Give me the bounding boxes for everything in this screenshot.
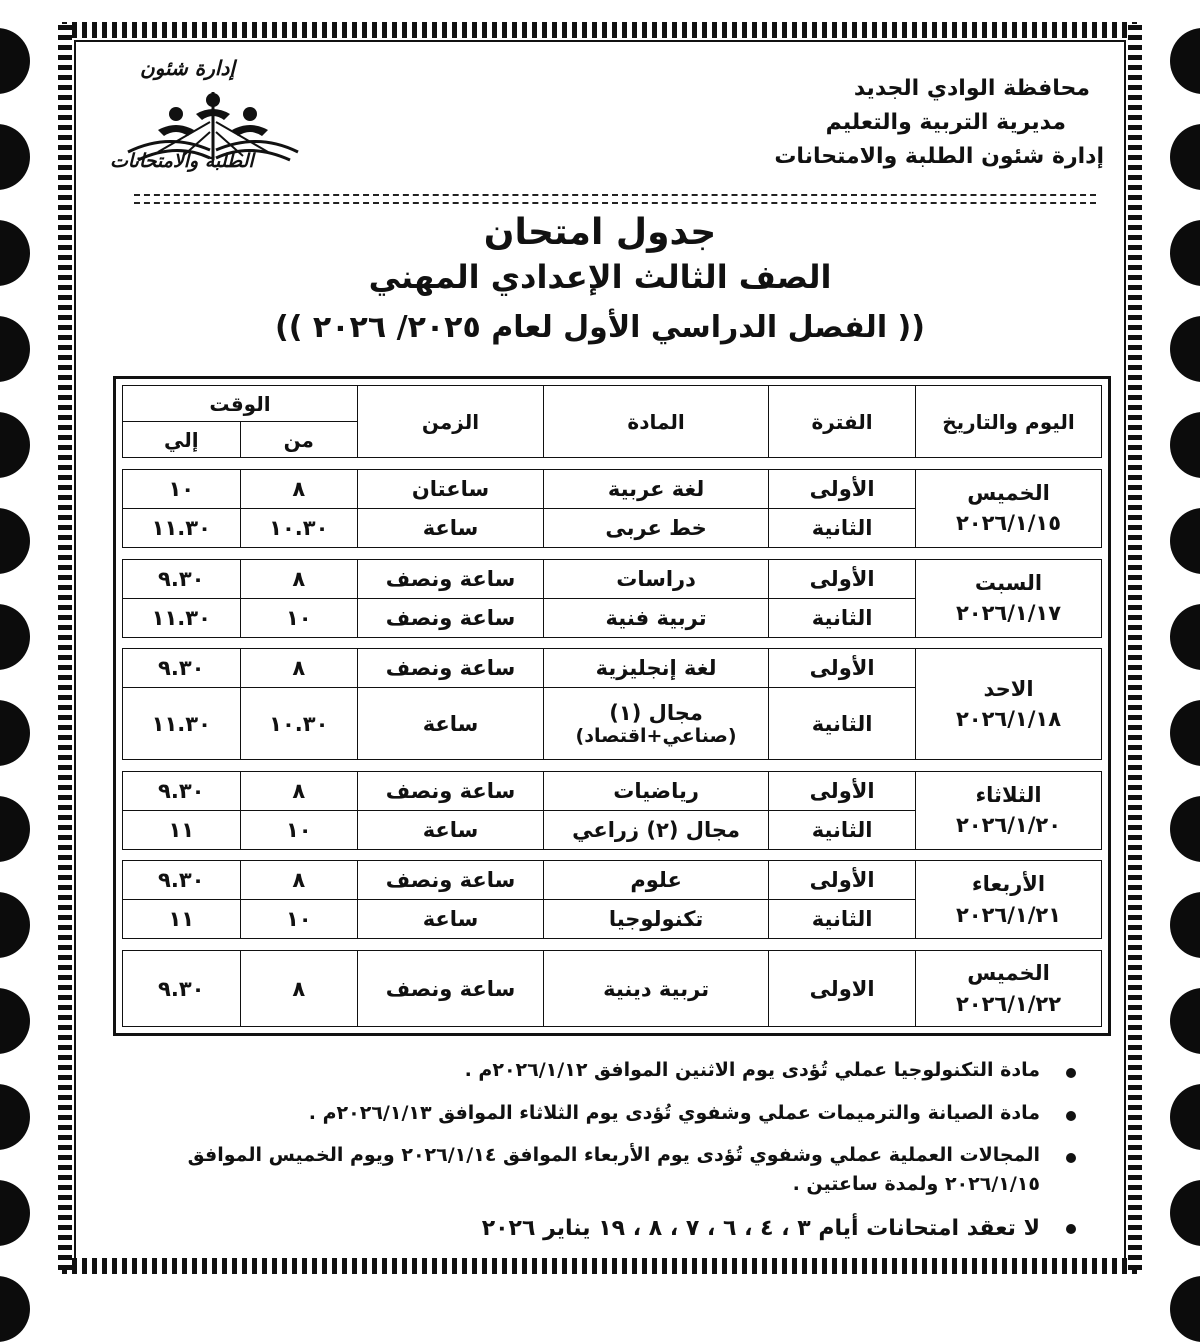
day-date: ٢٠٢٦/١/١٥ <box>955 511 1062 536</box>
perforation-hole <box>0 1084 30 1150</box>
right-perforated-edge <box>1154 0 1200 1282</box>
perforation-hole <box>1170 604 1200 670</box>
header-from: من <box>240 422 357 458</box>
header-time: الوقت <box>123 386 358 422</box>
to-time-cell: ٩.٣٠ <box>123 771 241 810</box>
header-divider <box>134 194 1096 196</box>
perforation-hole <box>0 892 30 958</box>
perforation-hole <box>1170 700 1200 766</box>
day-name: الخميس <box>967 961 1050 986</box>
subject-name: رياضيات <box>613 778 699 803</box>
perforation-hole <box>0 412 30 478</box>
logo-text-top: إدارة شئون <box>140 56 235 80</box>
to-time-cell: ١٠ <box>123 469 241 508</box>
perforation-hole <box>1170 412 1200 478</box>
from-time-cell: ١٠ <box>240 810 357 849</box>
day-cell <box>916 469 1102 547</box>
subject-cell <box>544 900 769 939</box>
page-title: جدول امتحان <box>483 212 717 253</box>
table-row <box>123 649 1102 688</box>
header-period: الفترة <box>769 386 916 458</box>
to-time-cell: ٩.٣٠ <box>123 951 241 1027</box>
subject-cell <box>544 508 769 547</box>
frame-right-border <box>1128 24 1142 1270</box>
exam-schedule-table <box>113 376 1111 1036</box>
separator-cell <box>123 458 1102 470</box>
perforation-hole <box>0 28 30 94</box>
day-cell <box>916 771 1102 849</box>
subject-cell <box>544 810 769 849</box>
separator-cell <box>123 547 1102 559</box>
from-time-cell: ٨ <box>240 559 357 598</box>
to-time-cell: ٩.٣٠ <box>123 559 241 598</box>
period-cell: الأولى <box>769 649 916 688</box>
perforation-hole <box>0 796 30 862</box>
day-date: ٢٠٢٦/١/٢٠ <box>955 813 1062 838</box>
frame-bottom-border <box>62 1258 1140 1274</box>
governorate-name: محافظة الوادي الجديد <box>853 76 1090 101</box>
duration-cell: ساعة <box>358 508 544 547</box>
directorate-name: مديرية التربية والتعليم <box>825 110 1066 136</box>
perforation-hole <box>1170 124 1200 190</box>
subject-name: خط عربى <box>605 515 707 540</box>
perforation-hole <box>1170 1084 1200 1150</box>
period-cell: الثانية <box>769 688 916 759</box>
period-cell: الأولى <box>769 861 916 900</box>
subject-name: تربية دينية <box>603 976 710 1001</box>
logo-text-bottom: الطلبة والامتحانات <box>110 150 254 172</box>
duration-cell: ساعة ونصف <box>358 649 544 688</box>
to-time-cell: ١١ <box>123 810 241 849</box>
note-text: لا تعقد امتحانات أيام ٣ ، ٤ ، ٦ ، ٧ ، ٨ ، ١٩ يناير ٢٠٢٦ <box>481 1216 1040 1241</box>
table-row <box>123 559 1102 598</box>
perforation-hole <box>0 1180 30 1246</box>
notes-list <box>110 1056 1040 1259</box>
day-cell <box>916 861 1102 939</box>
note-item <box>110 1212 1040 1245</box>
to-time-cell: ١١.٣٠ <box>123 508 241 547</box>
duration-cell: ساعة <box>358 810 544 849</box>
to-time-cell: ٩.٣٠ <box>123 649 241 688</box>
separator-cell <box>123 759 1102 771</box>
separator-cell <box>123 849 1102 861</box>
grade-title: الصف الثالث الإعدادي المهني <box>368 258 832 296</box>
period-cell: الثانية <box>769 810 916 849</box>
from-time-cell: ٨ <box>240 951 357 1027</box>
day-date: ٢٠٢٦/١/١٧ <box>955 601 1062 626</box>
bullet-icon <box>1066 1224 1076 1234</box>
from-time-cell: ١٠ <box>240 900 357 939</box>
duration-cell: ساعة ونصف <box>358 771 544 810</box>
note-item <box>110 1056 1040 1085</box>
period-cell: الأولى <box>769 771 916 810</box>
to-time-cell: ١١.٣٠ <box>123 688 241 759</box>
perforation-hole <box>1170 892 1200 958</box>
day-name: الأربعاء <box>971 872 1046 897</box>
perforation-hole <box>0 988 30 1054</box>
table-row <box>123 861 1102 900</box>
perforation-hole <box>1170 1180 1200 1246</box>
duration-cell: ساعة <box>358 688 544 759</box>
subject-name: مجال (١) <box>609 700 703 725</box>
subject-cell <box>544 649 769 688</box>
period-cell: الثانية <box>769 900 916 939</box>
subject-cell <box>544 559 769 598</box>
note-item <box>110 1141 1040 1198</box>
separator-cell <box>123 637 1102 649</box>
from-time-cell: ١٠ <box>240 598 357 637</box>
subject-cell <box>544 469 769 508</box>
group-separator <box>123 759 1102 771</box>
header-subject: المادة <box>544 386 769 458</box>
day-name: الثلاثاء <box>975 782 1042 807</box>
to-time-cell: ١١.٣٠ <box>123 598 241 637</box>
note-text: مادة الصيانة والترميمات عملي وشفوي تُؤدى يوم الثلاثاء الموافق ٢٠٢٦/١/١٣م . <box>308 1101 1040 1124</box>
frame-left-border <box>58 24 72 1270</box>
perforation-hole <box>1170 508 1200 574</box>
perforation-hole <box>1170 796 1200 862</box>
day-name: الخميس <box>967 480 1050 505</box>
table-row <box>123 771 1102 810</box>
perforation-hole <box>0 1276 30 1342</box>
subject-detail: (صناعي+اقتصاد) <box>575 724 737 747</box>
table-row <box>123 951 1102 1027</box>
header-duration: الزمن <box>358 386 544 458</box>
day-date: ٢٠٢٦/١/٢٢ <box>955 991 1062 1016</box>
day-cell <box>916 559 1102 637</box>
period-cell: الثانية <box>769 508 916 547</box>
bullet-icon <box>1066 1111 1076 1121</box>
duration-cell: ساعة ونصف <box>358 861 544 900</box>
to-time-cell: ٩.٣٠ <box>123 861 241 900</box>
group-separator <box>123 849 1102 861</box>
table-row <box>123 469 1102 508</box>
perforation-hole <box>1170 28 1200 94</box>
to-time-cell: ١١ <box>123 900 241 939</box>
header-day: اليوم والتاريخ <box>916 386 1102 458</box>
subject-name: لغة عربية <box>607 476 705 501</box>
separator-cell <box>123 939 1102 951</box>
perforation-hole <box>1170 988 1200 1054</box>
period-cell: الثانية <box>769 598 916 637</box>
perforation-hole <box>0 124 30 190</box>
subject-cell <box>544 951 769 1027</box>
group-separator <box>123 547 1102 559</box>
header-to: إلي <box>123 422 241 458</box>
subject-cell <box>544 861 769 900</box>
from-time-cell: ٨ <box>240 771 357 810</box>
subject-cell <box>544 771 769 810</box>
subject-name: تربية فنية <box>605 605 707 630</box>
subject-cell <box>544 598 769 637</box>
issuer-header <box>774 72 1104 174</box>
from-time-cell: ٨ <box>240 861 357 900</box>
period-cell: الأولى <box>769 469 916 508</box>
duration-cell: ساعة <box>358 900 544 939</box>
day-name: السبت <box>974 570 1043 595</box>
subject-name: مجال (٢) زراعي <box>572 817 741 842</box>
duration-cell: ساعتان <box>358 469 544 508</box>
day-date: ٢٠٢٦/١/١٨ <box>955 707 1062 732</box>
note-text: المجالات العملية عملي وشفوي تُؤدى يوم الأربعاء الموافق ٢٠٢٦/١/١٤ ويوم الخميس الموافق ٢٠٢٦/١/١٥ ولمدة ساعتين . <box>187 1144 1040 1195</box>
subject-name: لغة إنجليزية <box>595 656 717 681</box>
perforation-hole <box>0 700 30 766</box>
day-name: الاحد <box>983 676 1034 701</box>
period-cell: الأولى <box>769 559 916 598</box>
perforation-hole <box>0 508 30 574</box>
subject-cell <box>544 688 769 759</box>
subject-name: تكنولوجيا <box>608 907 704 932</box>
duration-cell: ساعة ونصف <box>358 559 544 598</box>
frame-top-border <box>62 22 1140 38</box>
group-separator <box>123 458 1102 470</box>
note-item <box>110 1099 1040 1128</box>
from-time-cell: ٨ <box>240 649 357 688</box>
subject-name: دراسات <box>616 566 696 591</box>
bullet-icon <box>1066 1068 1076 1078</box>
day-cell <box>916 649 1102 759</box>
bullet-icon <box>1066 1153 1076 1163</box>
perforation-hole <box>0 604 30 670</box>
from-time-cell: ٨ <box>240 469 357 508</box>
header-divider-2 <box>134 202 1096 204</box>
group-separator <box>123 939 1102 951</box>
duration-cell: ساعة ونصف <box>358 951 544 1027</box>
subject-name: علوم <box>630 868 682 893</box>
duration-cell: ساعة ونصف <box>358 598 544 637</box>
period-cell: الاولى <box>769 951 916 1027</box>
department-name: إدارة شئون الطلبة والامتحانات <box>774 144 1104 170</box>
from-time-cell: ١٠.٣٠ <box>240 688 357 759</box>
day-date: ٢٠٢٦/١/٢١ <box>955 902 1062 927</box>
from-time-cell: ١٠.٣٠ <box>240 508 357 547</box>
group-separator <box>123 637 1102 649</box>
perforation-hole <box>1170 1276 1200 1342</box>
day-cell <box>916 951 1102 1027</box>
note-text: مادة التكنولوجيا عملي تُؤدى يوم الاثنين الموافق ٢٠٢٦/١/١٢م . <box>464 1059 1040 1081</box>
exam-table <box>122 385 1102 1027</box>
term-title: (( الفصل الدراسي الأول لعام ٢٠٢٥/ ٢٠٢٦ )) <box>275 310 925 345</box>
left-perforated-edge <box>0 0 46 1282</box>
